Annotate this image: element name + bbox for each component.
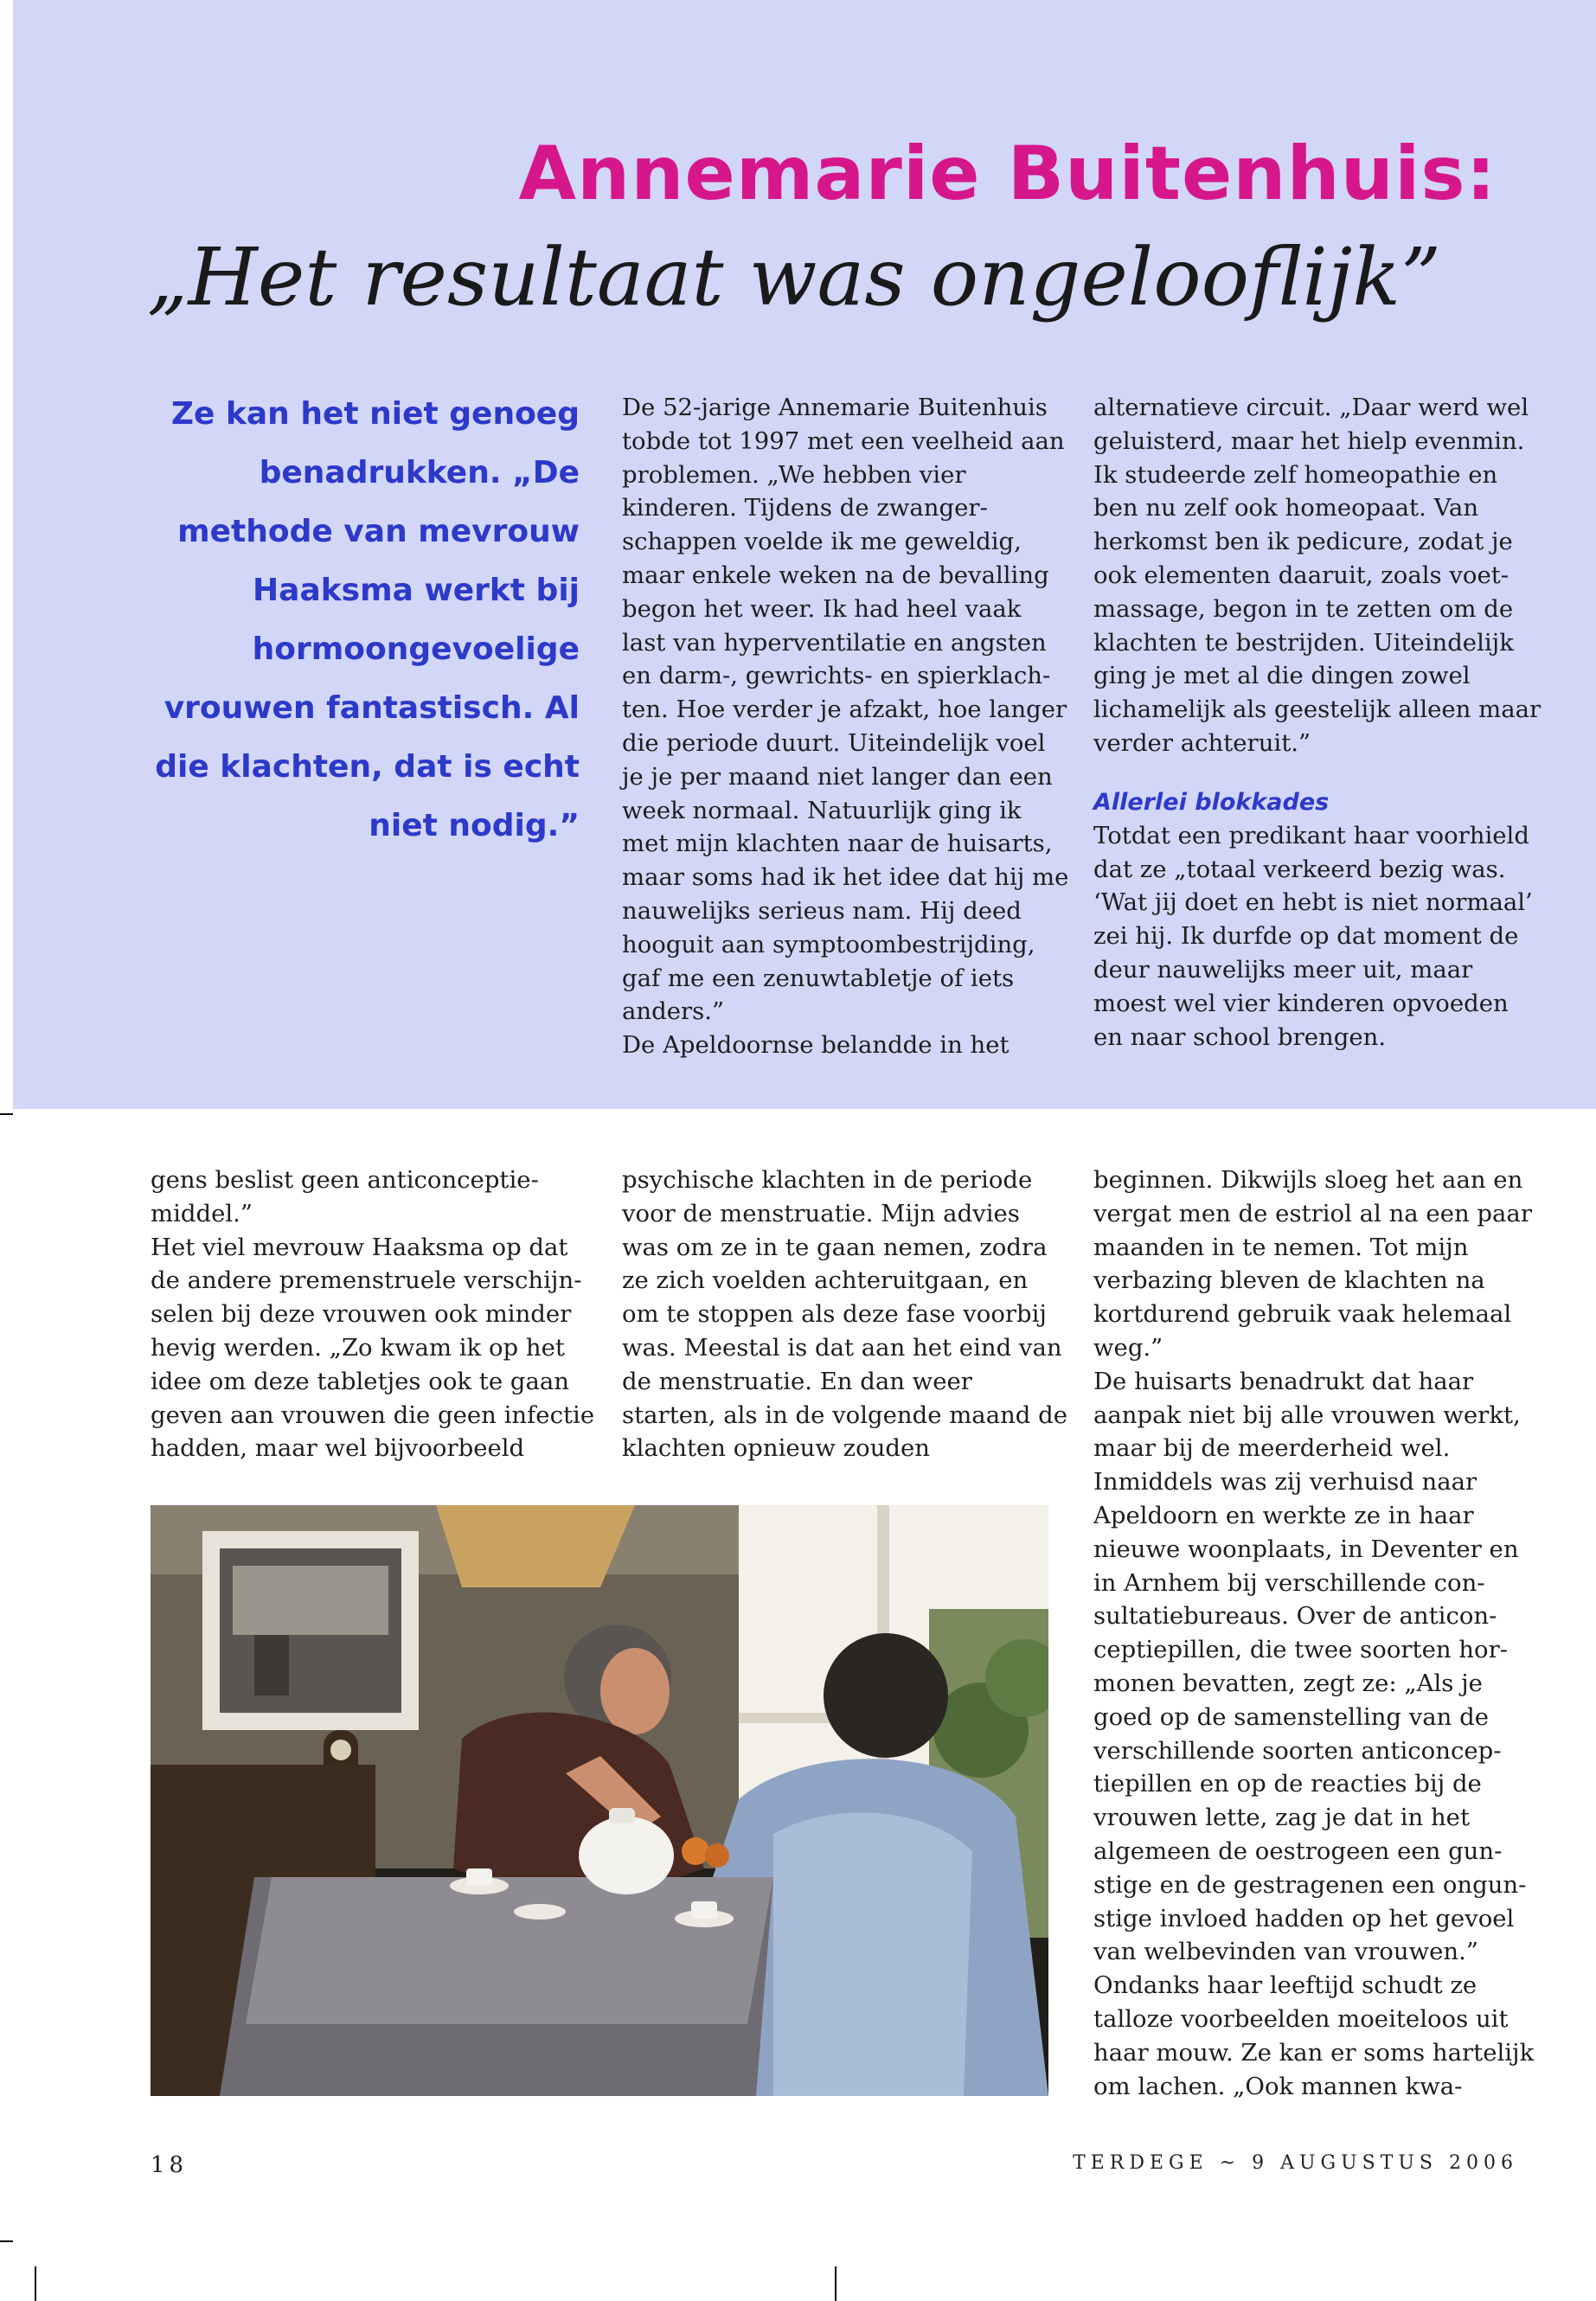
paragraph: De Apeldoornse belandde in het [622,1031,1010,1060]
article-subtitle: „Het resultaat was ongelooflijk” [147,231,1442,324]
body-column-2 [1093,391,1543,1054]
paragraph: beginnen. Dikwijls sloeg het aan en vergat men de estriol al na een paar maanden in te nemen. Tot mijn verbazing bleven de klachten na kortdurend gebruik vaak helemaal weg.” [1093,1166,1532,1362]
crop-mark [35,2266,36,2301]
body-column-5 [1093,1163,1543,2103]
crop-mark [835,2266,836,2301]
body-column-4 [622,1163,1072,1465]
article-title: Annemarie Buitenhuis: [518,131,1497,217]
photo-illustration [151,1505,1048,2096]
paragraph: De huisarts benadrukt dat haar aanpak niet bij alle vrouwen werkt, maar bij de meerderheid wel. Inmiddels was zij verhuisd naar Apeldoorn en werkte ze in haar nieuwe woonplaats, in Deventer en in Arnhem bij verschillende consultatiebureaus. Over de anticonceptiepillen, die twee soorten hormonen bevatten, zegt ze: „Als je goed op de samenstelling van de verschillende soorten anticonceptiepillen en op de reacties bij de vrouwen lette, zag je dat in het algemeen de oestrogeen een gunstige en de gestragenen een ongunstige invloed hadden op het gevoel van welbevinden van vrouwen.” Ondanks haar leeftijd schudt ze talloze voorbeelden moeiteloos uit haar mouw. Ze kan er soms hartelijk om lachen. „Ook mannen kwa- [1093,1367,1535,2100]
body-column-3 [151,1163,600,1465]
section-subheading: Allerlei blokkades [1093,788,1330,816]
paragraph: Het viel mevrouw Haaksma op dat de andere premenstruele verschijnselen bij deze vrouwen ook minder hevig werden. „Zo kwam ik op het idee om deze tabletjes ook te gaan geven aan vrouwen die geen infectie hadden, maar wel bijvoorbeeld [151,1233,595,1463]
crop-mark [0,1113,13,1115]
paragraph: De 52-jarige Annemarie Buitenhuis tobde tot 1997 met een veelheid aan problemen. „We hebben vier kinderen. Tijdens de zwangerschappen voelde ik me geweldig, maar enkele weken na de bevalling begon het weer. Ik had heel vaak last van hyperventilatie en angsten en darm-, gewrichts- en spierklachten. Hoe verder je afzakt, hoe langer die periode duurt. Uiteindelijk voel je je per maand niet langer dan een week normaal. Natuurlijk ging ik met mijn klachten naar de huisarts, maar soms had ik het idee dat hij me nauwelijks serieus nam. Hij deed hooguit aan symptoombestrijding, gaf me een zenuwtabletje of iets anders.” [622,394,1069,1026]
paragraph: gens beslist geen anticonceptiemiddel.” [151,1166,539,1227]
page-number: 18 [151,2152,189,2178]
paragraph: alternatieve circuit. „Daar werd wel geluisterd, maar het hielp evenmin. Ik studeerde zelf homeopathie en ben nu zelf ook homeopaat. Van herkomst ben ik pedicure, zodat je ook elementen daaruit, zoals voetmassage, begon in te zetten om de klachten te bestrijden. Uiteindelijk ging je met al die dingen zowel lichamelijk als geestelijk alleen maar verder achteruit.” [1093,394,1542,757]
article-photo [151,1505,1048,2096]
paragraph: Totdat een predikant haar voorhield dat ze „totaal verkeerd bezig was. ‘Wat jij doet en hebt is niet normaal’ zei hij. Ik durfde op dat moment de deur nauwelijks meer uit, maar moest wel vier kinderen opvoeden en naar school brengen. [1093,821,1533,1051]
body-column-1 [622,391,1072,1062]
crop-mark [0,2240,13,2242]
paragraph: psychische klachten in de periode voor de menstruatie. Mijn advies was om ze in te gaan nemen, zodra ze zich voelden achteruitgaan, en om te stoppen als deze fase voorbij was. Meestal is dat aan het eind van de menstruatie. En dan weer starten, als in de volgende maand de klachten opnieuw zouden [622,1166,1068,1463]
pull-quote: Ze kan het niet genoeg benadrukken. „De methode van mevrouw Haaksma werkt bij hormoongevoelige vrouwen fantastisch. Al die klachten, dat is echt niet nodig.” [155,396,580,843]
publication-footer: TERDEGE ~ 9 AUGUSTUS 2006 [1073,2152,1518,2174]
